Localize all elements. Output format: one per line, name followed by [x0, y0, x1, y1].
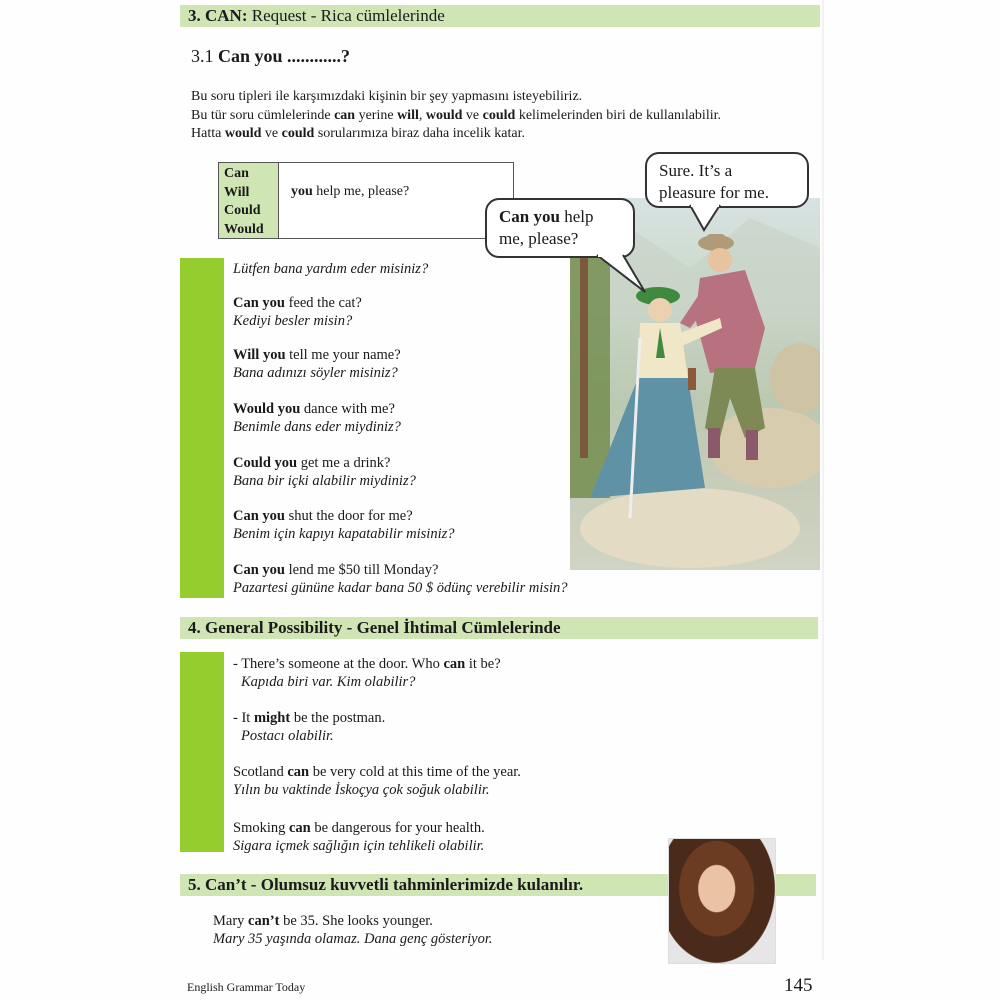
example-s3-3: Would you dance with me? Benimle dans eder miydiniz? — [233, 401, 401, 435]
example-s3-5: Can you shut the door for me? Benim için kapıyı kapatabilir misiniz? — [233, 508, 455, 542]
intro-line-3: Hatta would ve could sorularımıza biraz daha incelik katar. — [191, 126, 525, 141]
intro-line-1: Bu soru tipleri ile karşımızdaki kişinin bir şey yapmasını isteyebiliriz. — [191, 89, 583, 104]
modal-would: Would — [224, 221, 264, 237]
laughing-woman-photo — [668, 838, 776, 964]
section-4-green-strip — [180, 652, 224, 852]
section-title: Request - Rica cümlelerinde — [251, 6, 445, 25]
example-s3-6: Can you lend me $50 till Monday? Pazartesi gününe kadar bana 50 $ ödünç verebilir misin? — [233, 562, 568, 596]
page-edge — [822, 0, 824, 960]
modal-can: Can — [224, 166, 249, 181]
subsection-heading: Can you ............? — [218, 46, 351, 66]
example-s3-0 — [233, 260, 428, 278]
modal-rest: help me, please? — [312, 184, 410, 199]
speech-bubble-woman: Can you help me, please? — [485, 198, 635, 258]
speech-bubble-man-tail — [688, 204, 728, 234]
modal-could: Could — [224, 203, 261, 218]
modal-will: Will — [224, 184, 250, 200]
speech-bubble-man: Sure. It’s a pleasure for me. — [645, 152, 809, 208]
example-s5-0: Mary can’t be 35. She looks younger. Mary 35 yaşında olamaz. Dana genç gösteriyor. — [213, 913, 493, 947]
modal-subject: you — [291, 184, 313, 199]
example-s4-0: - There’s someone at the door. Who can it be? Kapıda biri var. Kim olabilir? — [233, 656, 501, 690]
intro-paragraph — [191, 88, 721, 144]
modal-verbs-table — [218, 162, 514, 239]
subsection-3-1-title — [191, 44, 350, 68]
subsection-number: 3.1 — [191, 46, 214, 66]
section-number: 3. — [188, 6, 201, 25]
example-s3-1: Can you feed the cat? Kediyi besler misin? — [233, 295, 362, 329]
page-number: 145 — [784, 975, 813, 996]
speech-bubble-woman-tail — [595, 254, 655, 294]
modal-sentence — [279, 163, 409, 238]
example-s3-2: Will you tell me your name? Bana adınızı söyler misiniz? — [233, 347, 401, 381]
example-s3-4: Could you get me a drink? Bana bir içki alabilir miydiniz? — [233, 455, 416, 489]
section-3-header — [180, 5, 820, 27]
example-translation: Lütfen bana yardım eder misiniz? — [233, 261, 429, 277]
section-keyword: CAN: — [205, 6, 248, 25]
section-4-title: 4. General Possibility - Genel İhtimal Cümlelerinde — [188, 618, 561, 637]
example-s4-2: Scotland can be very cold at this time of the year. Yılın bu vaktinde İskoçya çok soğuk olabilir. — [233, 764, 521, 798]
section-4-header — [180, 617, 818, 639]
section-3-green-strip — [180, 258, 224, 598]
book-title: English Grammar Today — [187, 980, 306, 994]
modal-verbs-column — [219, 163, 279, 238]
intro-line-2: Bu tür soru cümlelerinde can yerine will, would ve could kelimelerinden biri de kullanılabilir. — [191, 107, 721, 123]
example-s4-1: - It might be the postman. Postacı olabilir. — [233, 710, 386, 744]
section-5-title: 5. Can’t - Olumsuz kuvvetli tahminlerimizde kulanılır. — [188, 875, 584, 894]
example-s4-3: Smoking can be dangerous for your health. Sigara içmek sağlığın için tehlikeli olabilir. — [233, 820, 485, 854]
